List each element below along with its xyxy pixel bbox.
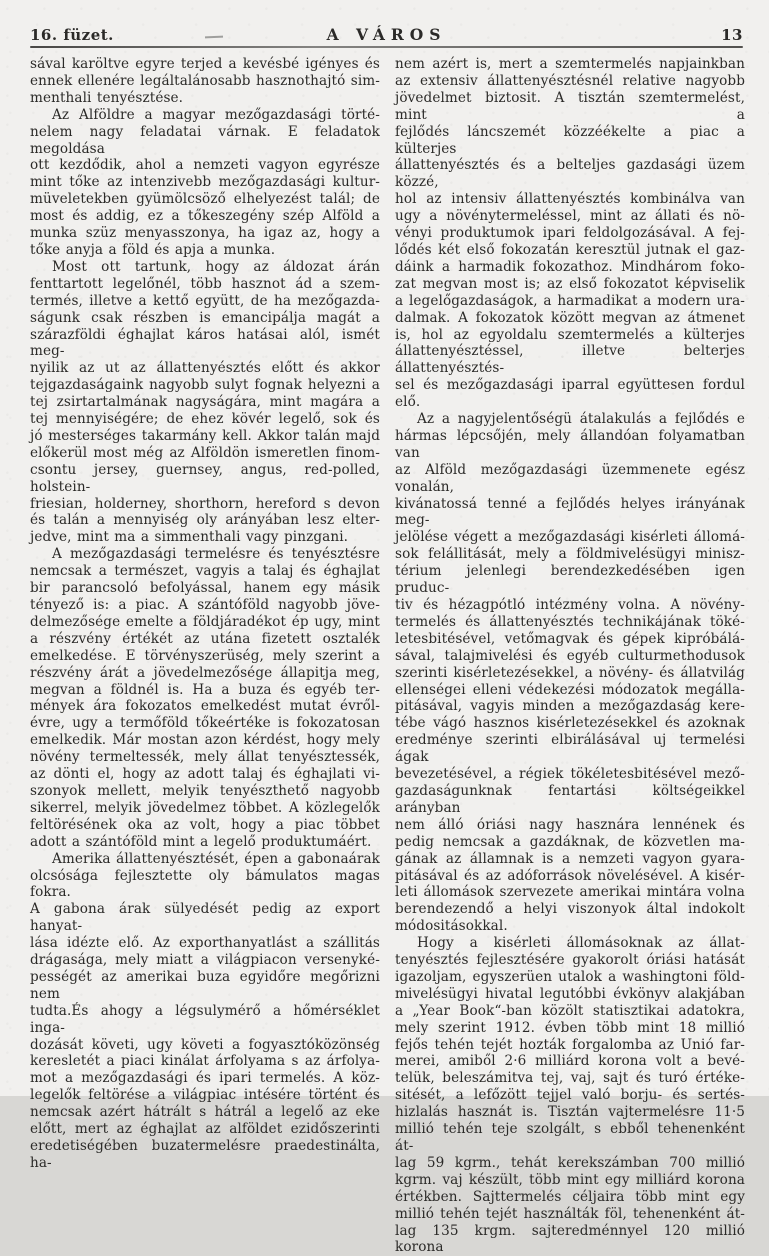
text-line: millió tehén tejét használták föl, tehenenként át- — [395, 1205, 745, 1222]
text-line: pességét az amerikai buza egyidőre megőrizni nem — [30, 968, 380, 1002]
text-line: fejős tehén tejét hozták forgalomba az Unió far- — [395, 1036, 745, 1053]
text-line: hizlalás hasznát is. Tisztán vajtermelésre 11·5 — [395, 1104, 745, 1121]
issue-number: 16. füzet. — [30, 26, 114, 44]
text-line: müveletekben gyümölcsöző elhelyezést talál; de — [30, 191, 380, 208]
text-line: munka szüz menyasszonya, ha igaz az, hogy a — [30, 225, 380, 242]
text-line: szonyok mellett, melyik tenyészthető nagyobb — [30, 782, 380, 799]
text-line: tej zsirtartalmának nagyságára, mint magára a — [30, 394, 380, 411]
text-line: sikerrel, melyik jövedelmez többet. A közlegelők — [30, 799, 380, 816]
text-line: sok felállitását, mely a földmivelésügyi minisz- — [395, 546, 745, 563]
text-line: A gabona árak sülyedését pedig az export hanyat- — [30, 901, 380, 935]
text-line: emelkedik. Már mostan azon kérdést, hogy mely — [30, 732, 380, 749]
text-line: mények ára fokozatos emelkedést mutat évről- — [30, 698, 380, 715]
text-line: megvan a földnél is. Ha a buza és egyéb ter- — [30, 681, 380, 698]
header-rule — [30, 46, 743, 48]
text-line: legelők feltörése a világpiac intésére történt és — [30, 1087, 380, 1104]
text-line: nelem nagy feladatai várnak. E feladatok megoldása — [30, 123, 380, 157]
text-line: mely szerint 1912. évben több mint 18 millió — [395, 1019, 745, 1036]
column-right — [395, 56, 745, 1256]
text-line: szerinti kisérletezésekkel, a növény- és állatvilág — [395, 664, 745, 681]
text-line: zat megvan most is; az első fokozatot képviselik — [395, 275, 745, 292]
text-line: sával, talajmivelési és egyéb culturmethodusok — [395, 647, 745, 664]
text-line: előkerül most még az Alföldön ismeretlen finom- — [30, 444, 380, 461]
text-line: termés, illetve a kettő együtt, de ha mezőgazda- — [30, 292, 380, 309]
column-left — [30, 56, 380, 1256]
text-line: igazoljam, egyszerüen utalok a washingtoni föld- — [395, 968, 745, 985]
text-line: nemcsak a természet, vagyis a talaj és éghajlat — [30, 563, 380, 580]
text-line: nem azért is, mert a szemtermelés napjainkban — [395, 56, 745, 72]
text-line: Hogy a kisérleti állomásoknak az állat- — [417, 935, 745, 952]
text-line: ságunk csak részben is emancipálja magát a — [30, 309, 380, 326]
text-line: bir parancsoló befolyással, hanem egy másik — [30, 580, 380, 597]
text-line: telük, beleszámitva tej, vaj, sajt és turó értéke- — [395, 1070, 745, 1087]
text-line: sitését, a lefőzött tejjel való borju- és sertés- — [395, 1087, 745, 1104]
text-line: sával karöltve egyre terjed a kevésbé igényes és — [30, 56, 380, 72]
text-line: adott a szántóföld mint a legelő produktumáért. — [30, 833, 372, 850]
text-line: keresletét a piaci kinálat árfolyama s az árfolya- — [30, 1053, 380, 1070]
text-line: hol az intensiv állattenyésztés kombinálva van — [395, 191, 745, 208]
text-line: nyilik az ut az állattenyésztés előtt és akkor — [30, 360, 380, 377]
text-line: mint tőke az intenzivebb mezőgazdasági kultur- — [30, 174, 380, 191]
text-line: tej mennyiségére; de ehez kövér legelő, sok és — [30, 411, 380, 428]
text-line: és talán a mennyiség oly arányában lesz elter- — [30, 512, 380, 529]
text-line: drágasága, mely miatt a világpiacon versenyké- — [30, 952, 380, 969]
text-line: tiv és hézagpótló intézmény volna. A növény- — [395, 597, 745, 613]
text-line: részvény árát a jövedelmezősége állapitja meg, — [30, 664, 380, 681]
text-line: hármas lépcsőjén, mely állandóan folyamatban van — [395, 427, 745, 461]
text-line: tenyésztés fejlesztésére gyakorolt óriási hatását — [395, 952, 745, 969]
text-line: lag 135 krgm. sajteredménnyel 120 millió korona — [395, 1222, 745, 1256]
text-line: sel és mezőgazdasági iparral együttesen fordul elő. — [395, 377, 745, 411]
text-line: tudta.És ahogy a légsulymérő a hőmérséklet inga- — [30, 1002, 380, 1036]
text-line: dáink a harmadik fokozathoz. Mindhárom foko- — [395, 258, 745, 275]
text-line: az dönti el, hogy az adott talaj és éghajlati vi- — [30, 766, 380, 783]
text-line: tébe vágó hasznos kisérletezésekkel és azoknak — [395, 715, 745, 732]
text-line: szárazföldi éghajlat káros hatásai alól, ismét meg- — [30, 326, 380, 360]
text-line: évre, ugy a termőföld tőkeértéke is fokozatosan — [30, 715, 380, 732]
text-line: csontu jersey, guernsey, angus, red-polled, holstein- — [30, 461, 380, 495]
text-line: leti állomások szervezete amerikai mintára volna — [395, 884, 745, 901]
text-line: ugy a növénytermeléssel, mint az állati és nö- — [395, 208, 745, 225]
text-line: termelés és állattenyésztés technikájának töké- — [395, 613, 745, 630]
text-line: friesian, holderney, shorthorn, hereford s devon — [30, 495, 380, 512]
text-line: állattenyésztés és a belteljes gazdasági üzem közzé, — [395, 157, 745, 191]
text-line: nem álló óriási nagy hasznára lennének és — [395, 816, 745, 833]
page-number: 13 — [721, 26, 743, 44]
text-line: a „Year Book“-ban közölt statisztikai adatokra, — [395, 1002, 745, 1019]
text-line: lődés két első fokozatán keresztül jutnak el gaz- — [395, 241, 745, 258]
text-line: az extensiv állattenyésztésnél relative nagyobb — [395, 72, 745, 89]
text-line: kgrm. vaj készült, több mint egy milliárd korona — [395, 1171, 745, 1188]
text-line: eredetiségében buzatermelésre praedestinálta, ha- — [30, 1138, 380, 1171]
text-line: az Alföld mezőgazdasági üzemmenete egész vonalán, — [395, 461, 745, 495]
text-columns — [30, 56, 745, 1256]
text-line: mivelésügyi hivatal legutóbbi évkönyv alakjában — [395, 985, 745, 1002]
text-line: most és addig, ez a tőkeszegény szép Alföld a — [30, 208, 380, 225]
text-line: fejlődés láncszemét közzéékelte a piac a külterjes — [395, 123, 745, 157]
text-line: módositásokkal. — [395, 918, 508, 935]
text-line: is, hol az egyoldalu szemtermelés a külterjes — [395, 326, 745, 343]
text-line: Amerika állattenyésztését, épen a gabonaárak — [52, 850, 380, 867]
text-line: ott kezdődik, ahol a nemzeti vagyon egyrésze — [30, 157, 380, 174]
text-line: mot a mezőgazdasági és ipari termelés. A köz- — [30, 1070, 380, 1087]
text-line: pedig nemcsak a gazdáknak, de közvetlen ma- — [395, 833, 745, 850]
text-line: előtt, mert az éghajlat az alföldet ezidőszerinti — [30, 1121, 380, 1138]
text-line: lása idézte elő. Az exporthanyatlást a szállitás — [30, 935, 380, 952]
journal-title: A VÁROS — [326, 25, 447, 44]
text-line: jó mesterséges takarmány kell. Akkor talán majd — [30, 427, 380, 444]
text-line: pitásával és az adóforrások növelésével. A kisér- — [395, 867, 745, 884]
page-header — [30, 20, 743, 44]
text-line: dozását követi, ugy követi a fogyasztóközönség — [30, 1036, 380, 1053]
text-line: kivánatossá tenné a fejlődés helyes irányának meg- — [395, 495, 745, 529]
text-line: dalmak. A fokozatok között megvan az átmenet — [395, 309, 745, 326]
text-line: térium jelenlegi berendezkedésében igen pruduc- — [395, 563, 745, 597]
text-line: tejgazdaságaink nagyobb sulyt fognak helyezni a — [30, 377, 380, 394]
text-line: tőke anyja a föld és apja a munka. — [30, 241, 276, 258]
text-line: gának az államnak is a nemzeti vagyon gyara- — [395, 850, 745, 867]
text-line: emelkedése. E törvényszerüség, mely szerint a — [30, 647, 380, 664]
text-line: fenttartott legelőnél, több hasznot ád a szem- — [30, 275, 380, 292]
text-line: a részvény értékét az utána fizetett osztalék — [30, 630, 380, 647]
text-line: Az Alföldre a magyar mezőgazdasági törté- — [52, 106, 380, 123]
text-line: letesbitésével, vetőmagvak és gépek kipróbálá- — [395, 630, 745, 647]
text-line: pitásával, vagyis minden a mezőgazdaság kere- — [395, 698, 745, 715]
text-line: lag 59 kgrm., tehát kerekszámban 700 millió — [395, 1154, 745, 1171]
text-line: merei, amiből 2·6 milliárd korona volt a bevé- — [395, 1053, 745, 1070]
text-line: Most ott tartunk, hogy az áldozat árán — [52, 258, 380, 275]
text-line: vényi produktumok ipari feldolgozásával. A fej- — [395, 225, 745, 242]
text-line: értékben. Sajttermelés céljaira több mint egy — [395, 1188, 745, 1205]
text-line: millió tehén teje szolgált, s ebből tehenenként át- — [395, 1121, 745, 1154]
text-line: nemcsak azért hátrált s hátrál a legelő az eke — [30, 1104, 380, 1121]
text-line: delmezősége emelte a földjáradékot ép ugy, mint — [30, 613, 380, 630]
text-line: menthali tenyésztése. — [30, 89, 184, 106]
text-line: a legelőgazdaságok, a harmadikat a modern ura- — [395, 292, 745, 309]
text-line: tényező is: a piac. A szántóföld nagyobb jöve- — [30, 597, 380, 613]
text-line: bevezetésével, a régiek tökéletesbitésével mező- — [395, 766, 745, 783]
text-line: állattenyésztéssel, illetve belterjes állattenyésztés- — [395, 343, 745, 377]
text-line: növény termeltessék, mely állat tenyésztessék, — [30, 749, 380, 766]
text-line: Az a nagyjelentőségü átalakulás a fejlődés e — [417, 411, 745, 428]
text-line: gazdaságunknak fentartási költségeikkel arányban — [395, 782, 745, 816]
text-line: feltörésének oka az volt, hogy a piac többet — [30, 816, 380, 833]
text-line: eredménye szerinti elbirálásával uj termelési ágak — [395, 732, 745, 766]
text-line: berendezendő a helyi viszonyok által indokolt — [395, 901, 745, 918]
text-line: ellenségei elleni védekezési módozatok megálla- — [395, 681, 745, 698]
text-line: jövedelmet biztosit. A tisztán szemtermelést, mint a — [395, 89, 745, 123]
text-line: A mezőgazdasági termelésre és tenyésztésre — [52, 546, 380, 563]
text-line: jelölése végett a mezőgazdasági kisérleti állomá- — [395, 529, 745, 546]
text-line: ennek ellenére legáltalánosabb hasznothajtó sim- — [30, 72, 380, 89]
text-line: jedve, mint ma a simmenthali vagy pinzgani. — [30, 529, 349, 546]
text-line: olcsósága fejlesztette oly bámulatos magas fokra. — [30, 867, 380, 901]
